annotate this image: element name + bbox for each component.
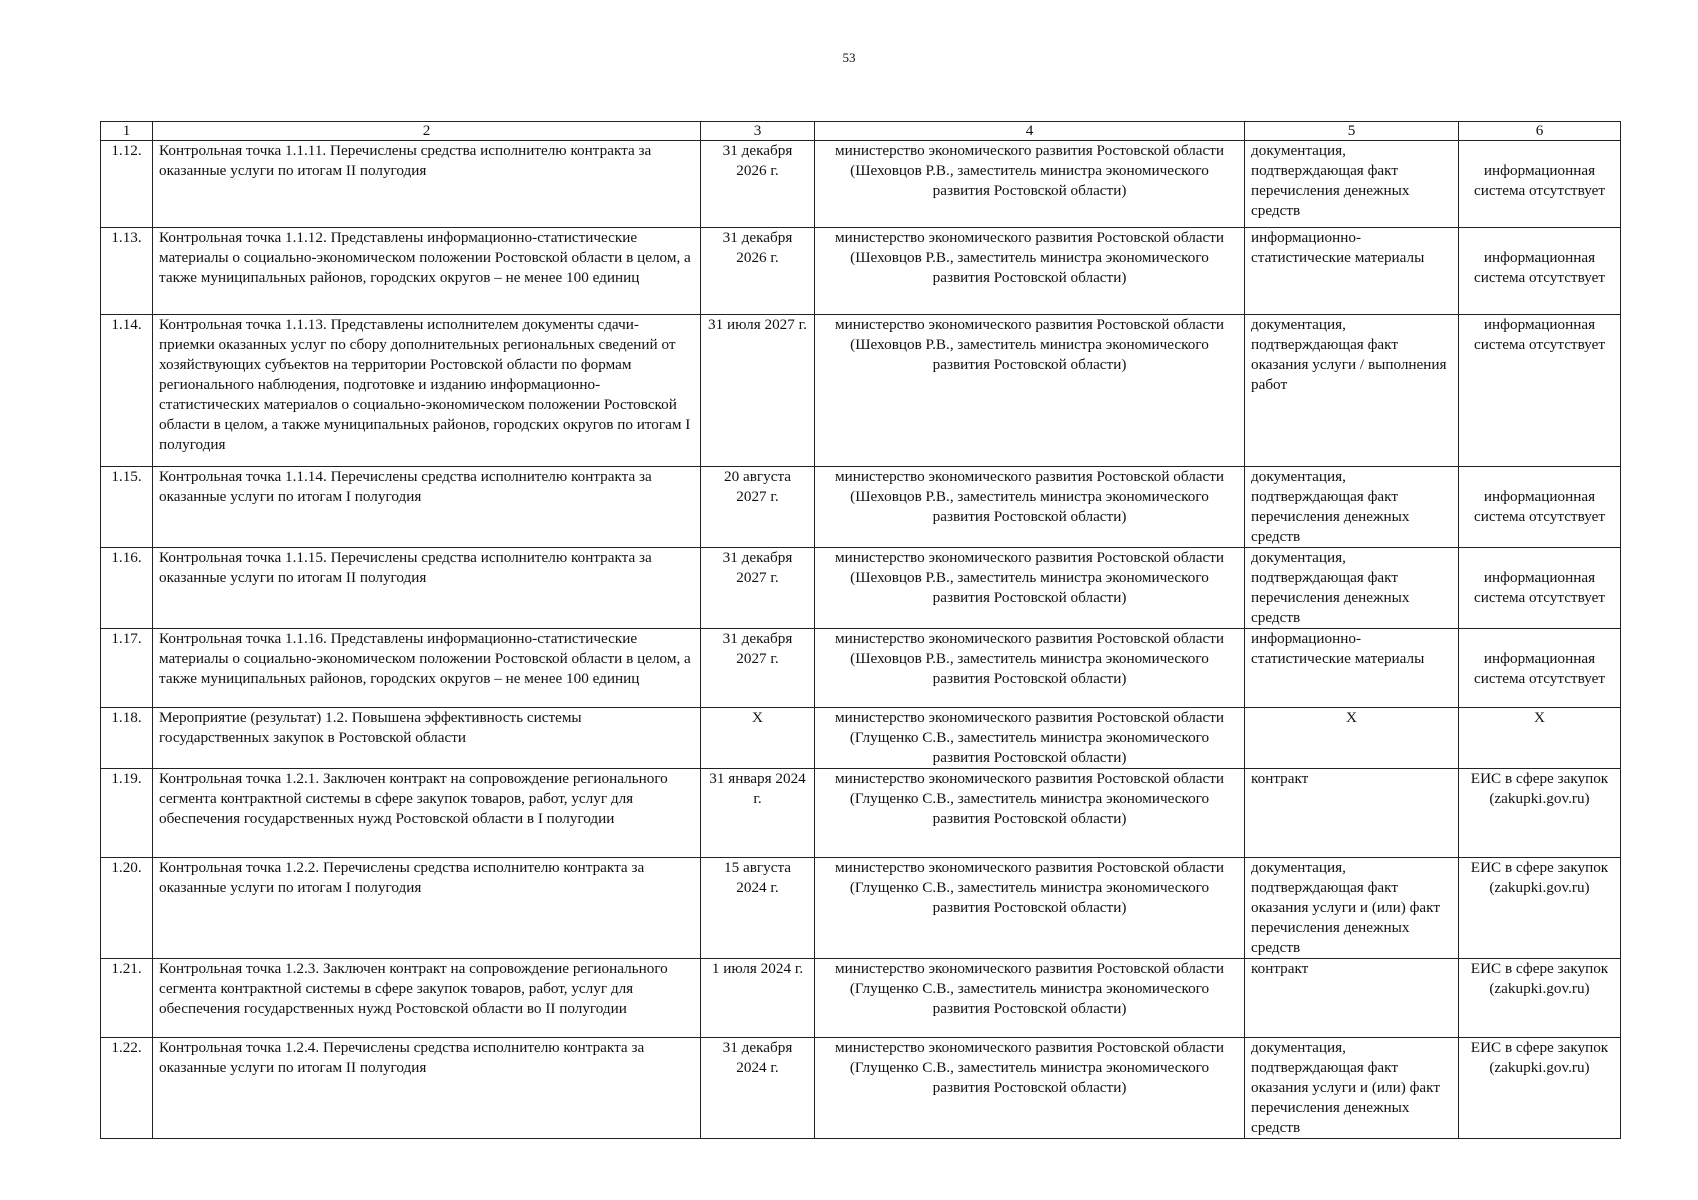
row-date: 31 января 2024 г. bbox=[701, 769, 815, 858]
row-responsible: министерство экономического развития Ростовской области (Шеховцов Р.В., заместитель министра экономического развития Ростовской области) bbox=[815, 548, 1245, 629]
table-row bbox=[101, 1038, 1621, 1139]
row-number: 1.15. bbox=[101, 467, 153, 548]
row-document: Х bbox=[1245, 708, 1459, 769]
table-row bbox=[101, 228, 1621, 315]
row-description: Контрольная точка 1.1.16. Представлены информационно-статистические материалы о социально-экономическом положении Ростовской области в целом, а также муниципальных районов, городских округов – не менее 100 единиц bbox=[153, 629, 701, 708]
row-responsible: министерство экономического развития Ростовской области (Шеховцов Р.В., заместитель министра экономического развития Ростовской области) bbox=[815, 467, 1245, 548]
row-info-system bbox=[1459, 548, 1621, 629]
row-date: 15 августа 2024 г. bbox=[701, 858, 815, 959]
row-info-system-text: информационная система отсутствует bbox=[1473, 650, 1605, 687]
table-row bbox=[101, 467, 1621, 548]
row-description: Контрольная точка 1.1.14. Перечислены средства исполнителю контракта за оказанные услуги по итогам I полугодия bbox=[153, 467, 701, 548]
row-responsible: министерство экономического развития Ростовской области (Глущенко С.В., заместитель министра экономического развития Ростовской области) bbox=[815, 769, 1245, 858]
row-number: 1.14. bbox=[101, 315, 153, 467]
row-responsible: министерство экономического развития Ростовской области (Глущенко С.В., заместитель министра экономического развития Ростовской области) bbox=[815, 1038, 1245, 1139]
row-responsible: министерство экономического развития Ростовской области (Глущенко С.В., заместитель министра экономического развития Ростовской области) bbox=[815, 959, 1245, 1038]
row-info-system: ЕИС в сфере закупок (zakupki.gov.ru) bbox=[1459, 959, 1621, 1038]
row-document: контракт bbox=[1245, 959, 1459, 1038]
column-header: 5 bbox=[1245, 122, 1459, 141]
column-header: 3 bbox=[701, 122, 815, 141]
row-document: контракт bbox=[1245, 769, 1459, 858]
row-date: 31 июля 2027 г. bbox=[701, 315, 815, 467]
table-row bbox=[101, 548, 1621, 629]
row-number: 1.21. bbox=[101, 959, 153, 1038]
row-description: Контрольная точка 1.1.12. Представлены информационно-статистические материалы о социально-экономическом положении Ростовской области в целом, а также муниципальных районов, городских округов – не менее 100 единиц bbox=[153, 228, 701, 315]
row-number: 1.22. bbox=[101, 1038, 153, 1139]
row-number: 1.16. bbox=[101, 548, 153, 629]
row-info-system-text: информационная система отсутствует bbox=[1473, 249, 1605, 286]
column-header: 1 bbox=[101, 122, 153, 141]
row-info-system bbox=[1459, 629, 1621, 708]
row-description: Контрольная точка 1.1.13. Представлены исполнителем документы сдачи-приемки оказанных услуг по сбору дополнительных региональных сведений от хозяйствующих субъектов на территории Ростовской области по формам регионального наблюдения, подготовке и изданию информационно-статистических материалов о социально-экономическом положении Ростовской области в целом, а также муниципальных районов, городских округов по итогам I полугодия bbox=[153, 315, 701, 467]
row-date: 31 декабря 2027 г. bbox=[701, 629, 815, 708]
row-number: 1.19. bbox=[101, 769, 153, 858]
row-document: информационно-статистические материалы bbox=[1245, 228, 1459, 315]
row-document: документация, подтверждающая факт оказания услуги / выполнения работ bbox=[1245, 315, 1459, 467]
row-responsible: министерство экономического развития Ростовской области (Шеховцов Р.В., заместитель министра экономического развития Ростовской области) bbox=[815, 629, 1245, 708]
row-description: Мероприятие (результат) 1.2. Повышена эффективность системы государственных закупок в Ростовской области bbox=[153, 708, 701, 769]
column-header: 6 bbox=[1459, 122, 1621, 141]
row-document: документация, подтверждающая факт перечисления денежных средств bbox=[1245, 141, 1459, 228]
row-date: 31 декабря 2026 г. bbox=[701, 141, 815, 228]
row-document: документация, подтверждающая факт оказания услуги и (или) факт перечисления денежных средств bbox=[1245, 858, 1459, 959]
row-description: Контрольная точка 1.1.15. Перечислены средства исполнителю контракта за оказанные услуги по итогам II полугодия bbox=[153, 548, 701, 629]
row-info-system bbox=[1459, 228, 1621, 315]
control-points-table bbox=[100, 121, 1621, 1139]
row-description: Контрольная точка 1.2.2. Перечислены средства исполнителю контракта за оказанные услуги по итогам I полугодия bbox=[153, 858, 701, 959]
page-number: 53 bbox=[842, 50, 856, 65]
row-description: Контрольная точка 1.2.3. Заключен контракт на сопровождение регионального сегмента контрактной системы в сфере закупок товаров, работ, услуг для обеспечения государственных нужд Ростовской области во II полугодии bbox=[153, 959, 701, 1038]
table-row bbox=[101, 769, 1621, 858]
table-row bbox=[101, 315, 1621, 467]
row-number: 1.18. bbox=[101, 708, 153, 769]
row-info-system: ЕИС в сфере закупок (zakupki.gov.ru) bbox=[1459, 858, 1621, 959]
row-number: 1.20. bbox=[101, 858, 153, 959]
column-header: 4 bbox=[815, 122, 1245, 141]
row-info-system-text: информационная система отсутствует bbox=[1473, 569, 1605, 606]
row-info-system: ЕИС в сфере закупок (zakupki.gov.ru) bbox=[1459, 1038, 1621, 1139]
row-date: 31 декабря 2027 г. bbox=[701, 548, 815, 629]
row-date: Х bbox=[701, 708, 815, 769]
row-date: 31 декабря 2024 г. bbox=[701, 1038, 815, 1139]
row-responsible: министерство экономического развития Ростовской области (Глущенко С.В., заместитель министра экономического развития Ростовской области) bbox=[815, 858, 1245, 959]
table-row bbox=[101, 959, 1621, 1038]
row-responsible: министерство экономического развития Ростовской области (Шеховцов Р.В., заместитель министра экономического развития Ростовской области) bbox=[815, 141, 1245, 228]
row-date: 31 декабря 2026 г. bbox=[701, 228, 815, 315]
row-info-system: Х bbox=[1459, 708, 1621, 769]
row-date: 20 августа 2027 г. bbox=[701, 467, 815, 548]
row-info-system-text: информационная система отсутствует bbox=[1473, 488, 1605, 525]
row-document: документация, подтверждающая факт перечисления денежных средств bbox=[1245, 548, 1459, 629]
row-info-system bbox=[1459, 467, 1621, 548]
row-number: 1.12. bbox=[101, 141, 153, 228]
row-responsible: министерство экономического развития Ростовской области (Глущенко С.В., заместитель министра экономического развития Ростовской области) bbox=[815, 708, 1245, 769]
row-document: документация, подтверждающая факт перечисления денежных средств bbox=[1245, 467, 1459, 548]
row-number: 1.17. bbox=[101, 629, 153, 708]
row-date: 1 июля 2024 г. bbox=[701, 959, 815, 1038]
table-row bbox=[101, 858, 1621, 959]
row-info-system: ЕИС в сфере закупок (zakupki.gov.ru) bbox=[1459, 769, 1621, 858]
row-description: Контрольная точка 1.1.11. Перечислены средства исполнителю контракта за оказанные услуги по итогам II полугодия bbox=[153, 141, 701, 228]
row-responsible: министерство экономического развития Ростовской области (Шеховцов Р.В., заместитель министра экономического развития Ростовской области) bbox=[815, 315, 1245, 467]
row-info-system-text: информационная система отсутствует bbox=[1473, 162, 1605, 199]
row-description: Контрольная точка 1.2.4. Перечислены средства исполнителю контракта за оказанные услуги по итогам II полугодия bbox=[153, 1038, 701, 1139]
row-number: 1.13. bbox=[101, 228, 153, 315]
row-responsible: министерство экономического развития Ростовской области (Шеховцов Р.В., заместитель министра экономического развития Ростовской области) bbox=[815, 228, 1245, 315]
table-header-row bbox=[101, 122, 1621, 141]
row-info-system: информационная система отсутствует bbox=[1459, 315, 1621, 467]
table-row bbox=[101, 629, 1621, 708]
table-row bbox=[101, 141, 1621, 228]
row-document: информационно-статистические материалы bbox=[1245, 629, 1459, 708]
column-header: 2 bbox=[153, 122, 701, 141]
row-document: документация, подтверждающая факт оказания услуги и (или) факт перечисления денежных средств bbox=[1245, 1038, 1459, 1139]
table-row bbox=[101, 708, 1621, 769]
row-info-system bbox=[1459, 141, 1621, 228]
row-description: Контрольная точка 1.2.1. Заключен контракт на сопровождение регионального сегмента контрактной системы в сфере закупок товаров, работ, услуг для обеспечения государственных нужд Ростовской области в I полугодии bbox=[153, 769, 701, 858]
